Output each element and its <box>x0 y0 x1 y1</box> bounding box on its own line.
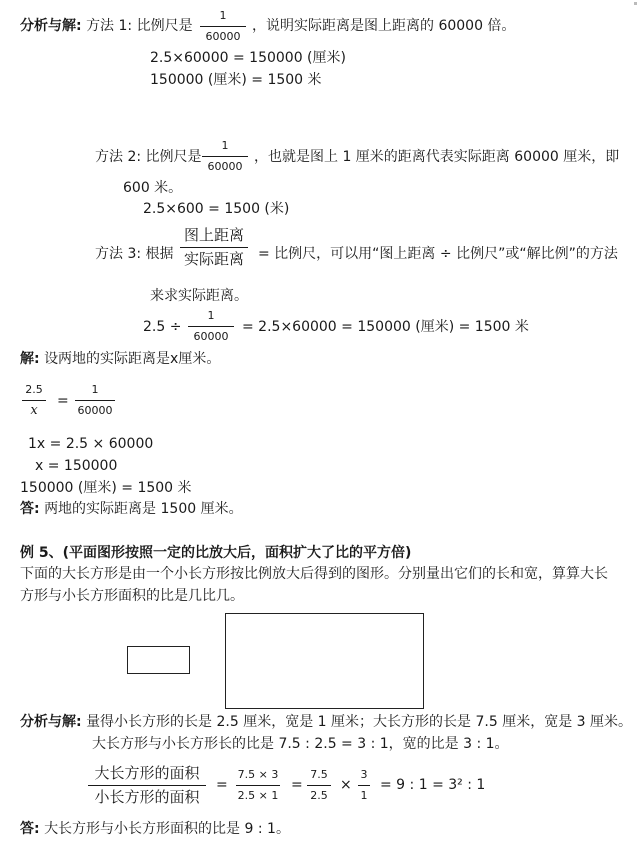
fraction-numerator: 1 <box>207 309 215 322</box>
method1-explanation: ，说明实际距离是图上距离的 60000 倍。 <box>252 18 516 34</box>
method3-divisor-fraction <box>188 309 234 344</box>
proportion-equals: = <box>57 393 69 409</box>
fraction-denominator: 实际距离 <box>183 250 244 268</box>
method3-intro: 方法 3: 根据 <box>95 246 174 262</box>
fraction-numerator: 1 <box>219 9 227 22</box>
fraction-denominator: 60000 <box>77 404 113 417</box>
example5-paragraph-1: 下面的大长方形是由一个小长方形按比例放大后得到的图形。分别量出它们的长和宽，算算大长 <box>20 566 608 582</box>
answer-text: 两地的实际距离是 1500 厘米。 <box>44 501 243 517</box>
fraction-denominator: x <box>30 403 38 418</box>
analysis2-ratio: 大长方形与小长方形长的比是 7.5 : 2.5 = 3 : 1，宽的比是 3 : 1。 <box>92 736 509 752</box>
fraction-bar <box>22 400 46 401</box>
small-rectangle <box>127 646 190 674</box>
proportion-right-fraction <box>75 383 115 418</box>
fraction-numerator: 7.5 × 3 <box>237 768 279 781</box>
solution-step-1: 1x = 2.5 × 60000 <box>28 436 154 452</box>
fraction-denominator: 1 <box>360 789 368 802</box>
method2-fraction <box>202 139 248 174</box>
area-ratio-result: = 9 : 1 = 3² : 1 <box>380 777 486 793</box>
analysis-label: 分析与解: <box>20 18 82 34</box>
answer-label: 答: <box>20 501 40 517</box>
proportion-left-fraction <box>22 383 46 418</box>
example5-title: 例 5、(平面图形按照一定的比放大后，面积扩大了比的平方倍) <box>20 545 412 561</box>
dimension-fraction <box>236 768 280 803</box>
fraction-bar <box>188 326 234 327</box>
analysis-label: 分析与解: <box>20 714 82 730</box>
fraction-numerator: 大长方形的面积 <box>94 764 200 782</box>
length-fraction <box>307 768 331 803</box>
fraction-bar <box>88 785 206 786</box>
fraction-numerator: 2.5 <box>25 383 43 396</box>
fraction-numerator: 图上距离 <box>183 226 244 244</box>
fraction-numerator: 1 <box>91 383 99 396</box>
method1-line <box>20 17 193 35</box>
analysis2-measurements: 量得小长方形的长是 2.5 厘米，宽是 1 厘米；大长方形的长是 7.5 厘米，宽是 3 厘米。 <box>86 714 633 730</box>
equals-sign: = <box>291 777 303 793</box>
method3-continuation: 来求实际距离。 <box>150 288 248 304</box>
fraction-bar <box>202 156 248 157</box>
fraction-bar <box>236 785 280 786</box>
method1-equation-1: 2.5×60000 = 150000 (厘米) <box>150 50 346 66</box>
answer-label: 答: <box>20 821 40 837</box>
method3-explanation: = 比例尺，可以用“图上距离 ÷ 比例尺”或“解比例”的方法 <box>258 246 618 262</box>
method1-intro: 方法 1: 比例尺是 <box>86 18 193 34</box>
method1-fraction <box>200 9 246 44</box>
width-fraction <box>358 768 370 803</box>
equals-sign: = <box>216 777 228 793</box>
corner-mark <box>634 2 637 5</box>
solution-line <box>20 350 220 368</box>
method2-intro: 方法 2: 比例尺是 <box>95 149 202 165</box>
fraction-denominator: 60000 <box>205 30 241 43</box>
method2-explanation: ，也就是图上 1 厘米的距离代表实际距离 60000 厘米，即 <box>254 149 620 165</box>
solution-label: 解: <box>20 351 40 367</box>
answer-2 <box>20 820 290 838</box>
answer-text: 大长方形与小长方形面积的比是 9 : 1。 <box>44 821 290 837</box>
solution-setup: 设两地的实际距离是x厘米。 <box>44 351 221 367</box>
method2-equation: 2.5×600 = 1500 (米) <box>143 201 290 217</box>
answer-1 <box>20 500 243 518</box>
method1-equation-2: 150000 (厘米) = 1500 米 <box>150 72 322 88</box>
method3-fraction <box>180 227 248 268</box>
analysis2-line <box>20 713 632 731</box>
fraction-bar <box>307 785 331 786</box>
solution-step-2: x = 150000 <box>35 458 118 474</box>
fraction-denominator: 小长方形的面积 <box>94 788 200 806</box>
method3-equation-result: = 2.5×60000 = 150000 (厘米) = 1500 米 <box>242 319 529 335</box>
area-ratio-fraction <box>88 765 206 806</box>
fraction-bar <box>180 247 248 248</box>
fraction-bar <box>75 400 115 401</box>
fraction-numerator: 1 <box>221 139 229 152</box>
fraction-denominator: 2.5 × 1 <box>237 789 279 802</box>
fraction-denominator: 2.5 <box>310 789 328 802</box>
fraction-denominator: 60000 <box>193 330 229 343</box>
times-sign: × <box>340 777 352 793</box>
method2-continuation: 600 米。 <box>123 180 183 196</box>
solution-step-3: 150000 (厘米) = 1500 米 <box>20 480 192 496</box>
method3-equation-start: 2.5 ÷ <box>143 319 182 335</box>
fraction-bar <box>358 785 370 786</box>
fraction-numerator: 7.5 <box>310 768 328 781</box>
large-rectangle <box>225 613 424 709</box>
example5-paragraph-2: 方形与小长方形面积的比是几比几。 <box>20 588 244 604</box>
fraction-numerator: 3 <box>360 768 368 781</box>
fraction-bar <box>200 26 246 27</box>
fraction-denominator: 60000 <box>207 160 243 173</box>
